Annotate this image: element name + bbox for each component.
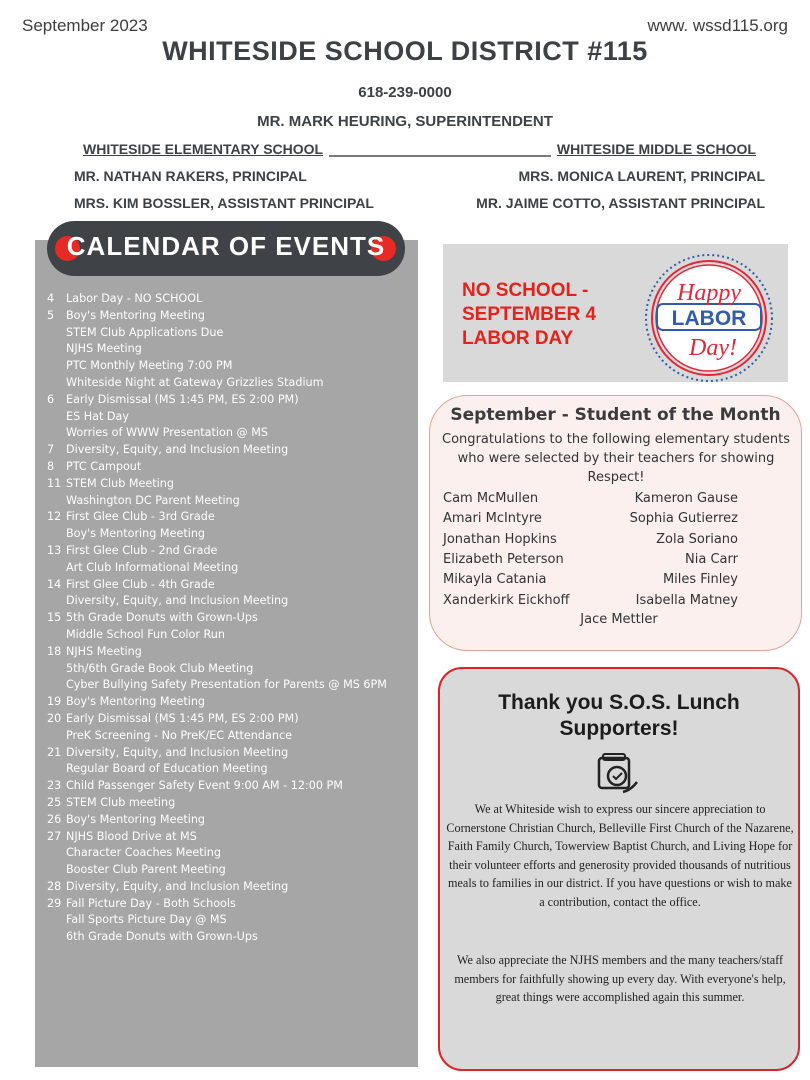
student-name-row [443,532,738,552]
calendar-event-text: PTC Monthly Meeting 7:00 PM [66,359,233,373]
calendar-event [47,761,417,778]
elementary-assistant-principal: MRS. KIM BOSSLER, ASSISTANT PRINCIPAL [74,195,374,211]
badge-day-text: Day! [689,335,737,361]
calendar-event [47,291,417,308]
district-phone: 618-239-0000 [358,84,452,101]
calendar-event [47,711,417,728]
calendar-event-text: 6th Grade Donuts with Grown-Ups [66,930,258,944]
calendar-event-text: Fall Sports Picture Day @ MS [66,913,227,927]
student-name-left: Xanderkirk Eickhoff [443,592,570,608]
calendar-event-text: 5th/6th Grade Book Club Meeting [66,661,254,675]
middle-assistant-principal: MR. JAIME COTTO, ASSISTANT PRINCIPAL [476,195,765,211]
calendar-event [47,728,417,745]
student-name-row [443,511,738,531]
calendar-event-text: Early Dismissal (MS 1:45 PM, ES 2:00 PM) [66,392,299,406]
calendar-event [47,560,417,577]
calendar-event [47,308,417,325]
sos-paragraph-2: We also appreciate the NJHS members and the many teachers/staff members for faithfully showing up every day. With everyone's help, great things were accomplished again this summer. [454,953,786,1004]
calendar-event-day: 19 [47,695,62,709]
calendar-event-text: Boy's Mentoring Meeting [66,308,206,322]
calendar-event [47,795,417,812]
calendar-event-day: 8 [47,459,55,473]
student-name-left: Amari McIntyre [443,511,542,527]
middle-school-name: WHITESIDE MIDDLE SCHOOL [551,141,756,157]
calendar-event-text: Labor Day - NO SCHOOL [66,292,203,305]
badge-labor-text: LABOR [671,307,747,330]
calendar-event-text: Child Passenger Safety Event 9:00 AM - 12:00 PM [66,779,343,793]
calendar-event [47,862,417,879]
student-name-row [443,491,738,511]
calendar-event-day: 15 [47,611,62,625]
calendar-event-text: Boy's Mentoring Meeting [66,812,206,826]
calendar-event-text: Worries of WWW Presentation @ MS [66,426,269,440]
student-name-last: Jace Mettler [580,612,658,627]
calendar-event-text: Diversity, Equity, and Inclusion Meeting [66,745,289,759]
calendar-event-day: 25 [47,795,62,809]
student-name-left: Mikayla Catania [443,572,547,588]
calendar-event-day: 26 [47,812,62,826]
student-name-right: Kameron Gause [634,491,738,506]
student-name-row [443,572,738,592]
calendar-event-text: First Glee Club - 4th Grade [66,577,215,591]
calendar-event [47,879,417,896]
calendar-event [47,694,417,711]
calendar-event-day: 4 [47,292,55,305]
calendar-event-text: Cyber Bullying Safety Presentation for Parents @ MS 6PM [66,678,387,692]
calendar-event-text: STEM Club Meeting [66,476,174,490]
calendar-event-text: Boy's Mentoring Meeting [66,695,206,709]
sos-title [438,690,800,742]
labor-day-line-3: LABOR DAY [462,328,574,349]
calendar-event-text: Fall Picture Day - Both Schools [66,896,236,910]
calendar-event-day: 29 [47,896,62,910]
calendar-event-text: First Glee Club - 3rd Grade [66,510,215,524]
calendar-event [47,896,417,913]
calendar-event [47,476,417,493]
calendar-event [47,358,417,375]
calendar-event-text: First Glee Club - 2nd Grade [66,543,218,557]
labor-day-line-2: SEPTEMBER 4 [462,304,597,325]
calendar-event-text: Regular Board of Education Meeting [66,762,268,776]
calendar-event-text: Character Coaches Meeting [66,846,221,860]
student-name-left: Jonathan Hopkins [443,531,557,547]
calendar-event-text: STEM Club meeting [66,795,176,809]
student-name-right: Miles Finley [662,572,738,588]
calendar-event-text: Middle School Fun Color Run [66,627,225,641]
calendar-event-text: PTC Campout [66,459,142,473]
calendar-event [47,677,417,694]
website-link[interactable]: www. wssd115.org [647,16,788,35]
calendar-event [47,409,417,426]
calendar-event [47,745,417,762]
calendar-event-text: NJHS Meeting [66,644,142,658]
calendar-event-day: 13 [47,543,62,557]
labor-day-notice [462,279,632,351]
calendar-event-day: 11 [47,476,62,490]
calendar-event-text: Early Dismissal (MS 1:45 PM, ES 2:00 PM) [66,711,299,725]
student-name-right: Zola Soriano [656,531,738,547]
calendar-event [47,526,417,543]
calendar-event [47,442,417,459]
sos-title-line-1: Thank you S.O.S. Lunch [498,691,740,714]
calendar-event-text: Whiteside Night at Gateway Grizzlies Stadium [66,375,324,389]
calendar-event-text: Art Club Informational Meeting [66,560,239,574]
calendar-event-day: 27 [47,829,62,843]
calendar-event [47,929,417,946]
student-name-right: Sophia Gutierrez [629,511,738,527]
calendar-event [47,341,417,358]
calendar-event-text: NJHS Blood Drive at MS [66,829,197,843]
calendar-event-day: 5 [47,308,55,322]
student-name-right: Isabella Matney [635,592,738,608]
calendar-event-text: 5th Grade Donuts with Grown-Ups [66,611,258,625]
newsletter-date: September 2023 [22,16,148,35]
calendar-event-text: STEM Club Applications Due [66,325,224,339]
calendar-event [47,375,417,392]
calendar-event-text: NJHS Meeting [66,342,142,356]
calendar-event-day: 23 [47,779,62,793]
calendar-event [47,627,417,644]
calendar-event [47,661,417,678]
calendar-event-text: ES Hat Day [66,409,130,423]
student-of-month-title: September - Student of the Month [450,405,781,425]
calendar-event [47,425,417,442]
calendar-event [47,543,417,560]
student-name-row [443,593,738,613]
calendar-event-day: 14 [47,577,62,591]
student-name-row [443,552,738,572]
calendar-event-text: Washington DC Parent Meeting [66,493,240,507]
middle-principal: MRS. MONICA LAURENT, PRINCIPAL [518,168,765,184]
calendar-event [47,812,417,829]
student-of-month-intro: Congratulations to the following elementary students who were selected by their teachers for showing Respect! [442,432,790,485]
student-name-left: Cam McMullen [443,491,539,506]
sos-title-line-2: Supporters! [559,717,679,740]
lunch-tray-icon [593,752,641,798]
calendar-event [47,493,417,510]
happy-labor-day-badge-icon [643,252,775,384]
calendar-event [47,509,417,526]
calendar-event-day: 20 [47,711,62,725]
calendar-event-day: 28 [47,879,62,893]
calendar-event-text: PreK Screening - No PreK/EC Attendance [66,728,292,742]
calendar-event [47,392,417,409]
calendar-event [47,593,417,610]
badge-happy-text: Happy [677,280,741,306]
calendar-event [47,610,417,627]
student-name-right: Nia Carr [685,551,738,567]
calendar-event [47,577,417,594]
calendar-title: CALENDAR OF EVENTS [66,231,386,261]
student-name-left: Elizabeth Peterson [443,551,564,567]
calendar-event [47,325,417,342]
calendar-event-text: Booster Club Parent Meeting [66,863,226,877]
calendar-event [47,912,417,929]
calendar-event [47,459,417,476]
calendar-event [47,845,417,862]
calendar-event-day: 6 [47,392,55,406]
calendar-event-text: Diversity, Equity, and Inclusion Meeting [66,879,289,893]
calendar-event [47,829,417,846]
calendar-event-text: Diversity, Equity, and Inclusion Meeting [66,443,289,457]
calendar-event [47,644,417,661]
calendar-event-day: 12 [47,510,62,524]
labor-day-line-1: NO SCHOOL - [462,280,589,301]
calendar-event-day: 21 [47,745,62,759]
calendar-event-list [47,291,417,946]
calendar-event-text: Boy's Mentoring Meeting [66,527,206,541]
calendar-event-day: 7 [47,443,55,457]
elementary-principal: MR. NATHAN RAKERS, PRINCIPAL [74,168,307,184]
district-title: WHITESIDE SCHOOL DISTRICT #115 [162,36,648,66]
elementary-school-name: WHITESIDE ELEMENTARY SCHOOL [83,141,329,157]
calendar-event-day: 18 [47,644,62,658]
superintendent: MR. MARK HEURING, SUPERINTENDENT [257,113,553,130]
sos-paragraph-1: We at Whiteside wish to express our sincere appreciation to Cornerstone Christian Church, Belleville First Church of the Nazarene, Faith Family Church, Towerview Baptist Church, and Living Hope for their volunteer efforts and generosity provided thousands of nutritious meals to families in our district. If you have questions or wish to make a contribution, contact the office. [446,802,794,909]
calendar-event-text: Diversity, Equity, and Inclusion Meeting [66,594,289,608]
calendar-event [47,778,417,795]
